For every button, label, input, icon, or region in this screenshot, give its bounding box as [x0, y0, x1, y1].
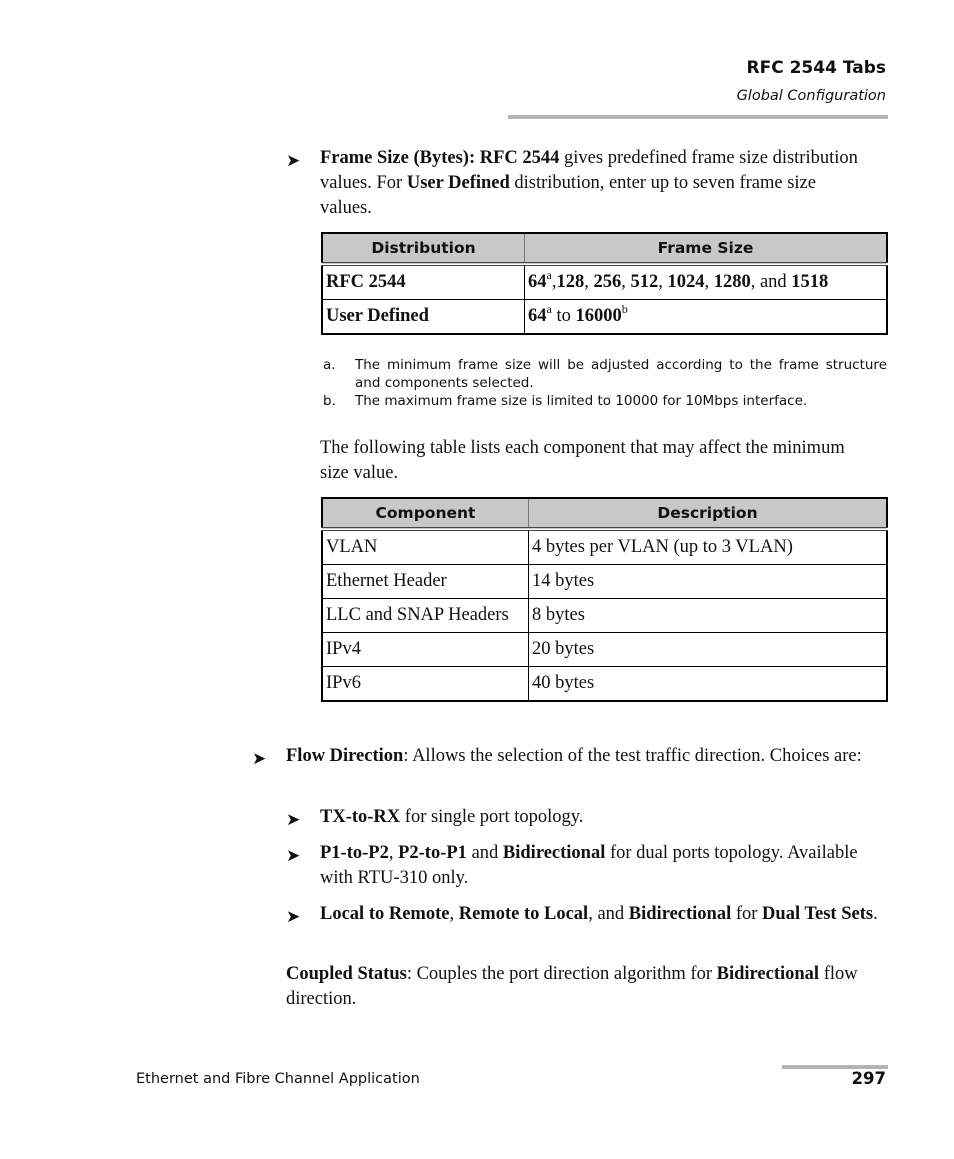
bullet-arrow-icon: ➤ [286, 151, 301, 170]
footnote-mark: a. [323, 357, 336, 373]
table-header-cell: Component [322, 498, 529, 529]
flow-option-tx-rx: TX-to-RX for single port topology. [320, 807, 584, 827]
table-header-cell: Frame Size [525, 233, 888, 264]
bullet-arrow-icon: ➤ [252, 749, 267, 768]
frame-size-paragraph: Frame Size (Bytes): RFC 2544 gives predefined frame size distribution values. For User Defined distribution, enter up to seven frame size values. [320, 148, 858, 218]
coupled-status-paragraph: Coupled Status: Couples the port direction algorithm for Bidirectional flow direction. [286, 964, 858, 1009]
header-rule [508, 115, 888, 119]
table-row: RFC 2544 64$^a$,128, 256, 512, 1024, 1280, and 1518 [322, 264, 887, 300]
table-header-cell: Description [529, 498, 888, 529]
flow-option-dual-test-sets: Local to Remote, Remote to Local, and Bidirectional for Dual Test Sets. [320, 904, 878, 924]
component-table [321, 497, 888, 702]
table-row: VLAN 4 bytes per VLAN (up to 3 VLAN) [322, 529, 887, 565]
page-header-subtitle: Global Configuration [736, 88, 886, 104]
table-row: User Defined 64$^a$ to 16000$^b$ [322, 300, 887, 335]
page-number: 297 [851, 1069, 886, 1088]
footnote-mark: b. [323, 393, 336, 409]
table-row: Ethernet Header 14 bytes [322, 565, 887, 599]
frame-size-label: Frame Size (Bytes): RFC 2544 [320, 148, 560, 168]
table-row: IPv4 20 bytes [322, 633, 887, 667]
page-header-title: RFC 2544 Tabs [746, 58, 886, 78]
frame-size-table [321, 232, 888, 335]
flow-direction-paragraph: Flow Direction: Allows the selection of the test traffic direction. Choices are: [286, 746, 862, 766]
component-intro-paragraph: The following table lists each component that may affect the minimum size value. [320, 438, 845, 483]
bullet-arrow-icon: ➤ [286, 810, 301, 829]
footnote-text: The minimum frame size will be adjusted according to the frame structure and components selected. [355, 357, 887, 391]
bullet-arrow-icon: ➤ [286, 907, 301, 926]
table-row: LLC and SNAP Headers 8 bytes [322, 599, 887, 633]
footer-document-title: Ethernet and Fibre Channel Application [136, 1071, 420, 1087]
table-header-cell: Distribution [322, 233, 525, 264]
table-row: IPv6 40 bytes [322, 667, 887, 702]
bullet-arrow-icon: ➤ [286, 846, 301, 865]
footnote-text: The maximum frame size is limited to 10000 for 10Mbps interface. [355, 393, 808, 409]
flow-option-dual-ports: P1-to-P2, P2-to-P1 and Bidirectional for dual ports topology. Available with RTU-310 only. [320, 843, 858, 888]
